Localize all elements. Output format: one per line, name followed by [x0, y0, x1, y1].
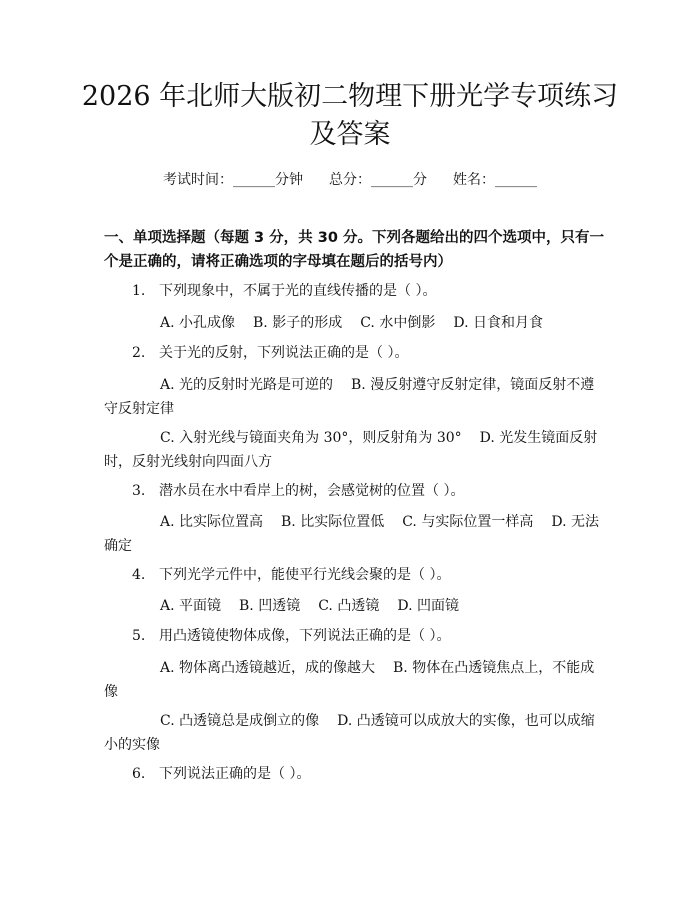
option-a: A. 比实际位置高 — [160, 514, 264, 530]
question-5-options-ab — [104, 656, 604, 704]
question-2-options-ab — [104, 373, 604, 421]
question-text: 下列说法正确的是（ ）。 — [159, 766, 311, 782]
question-number: 3. — [132, 483, 146, 499]
question-number: 1. — [132, 283, 146, 299]
option-a: A. 小孔成像 — [160, 315, 236, 331]
option-c: C. 凸透镜总是成倒立的像 — [160, 713, 320, 729]
question-text: 潜水员在水中看岸上的树，会感觉树的位置（ ）。 — [159, 483, 465, 499]
question-text: 关于光的反射，下列说法正确的是（ ）。 — [159, 345, 409, 361]
question-number: 2. — [132, 345, 146, 361]
question-text: 用凸透镜使物体成像，下列说法正确的是（ ）。 — [159, 628, 451, 644]
document-title — [80, 78, 620, 154]
option-c: C. 与实际位置一样高 — [402, 514, 534, 530]
option-c: C. 水中倒影 — [360, 315, 436, 331]
option-b: B. 漫反射遵守反射定律，镜面反射不遵守反射定律 — [104, 377, 595, 417]
option-a: A. 物体离凸透镜越近，成的像越大 — [160, 660, 376, 676]
option-d: D. 日食和月食 — [453, 315, 543, 331]
question-5 — [132, 625, 612, 647]
question-2-options-cd — [104, 426, 604, 474]
option-a: A. 平面镜 — [160, 598, 222, 614]
question-number: 4. — [132, 567, 146, 583]
option-d: D. 凸透镜可以成放大的实像，也可以成缩小的实像 — [104, 713, 595, 753]
question-number: 6. — [132, 766, 146, 782]
title-line-2: 及答案 — [309, 119, 391, 150]
option-b: B. 比实际位置低 — [281, 514, 385, 530]
question-3-options — [104, 510, 604, 558]
question-2 — [132, 342, 612, 364]
exam-score: 总分：______分 — [329, 172, 427, 188]
section-heading: 一、单项选择题（每题 3 分，共 30 分。下列各题给出的四个选项中，只有一个是正确的，请将正确选项的字母填在题后的括号内） — [104, 230, 604, 270]
question-6 — [132, 763, 612, 785]
option-b: B. 物体在凸透镜焦点上，不能成像 — [104, 660, 595, 700]
option-c: C. 入射光线与镜面夹角为 30°，则反射角为 30° — [160, 430, 462, 446]
option-a: A. 光的反射时光路是可逆的 — [160, 377, 334, 393]
option-d: D. 无法确定 — [104, 514, 599, 554]
question-1 — [132, 280, 612, 302]
question-number: 5. — [132, 628, 146, 644]
question-text: 下列光学元件中，能使平行光线会聚的是（ ）。 — [159, 567, 451, 583]
exam-meta — [0, 170, 700, 190]
option-b: B. 影子的形成 — [253, 315, 343, 331]
question-3 — [132, 480, 612, 502]
option-d: D. 凹面镜 — [397, 598, 459, 614]
question-text: 下列现象中，不属于光的直线传播的是（ ）。 — [159, 283, 437, 299]
title-line-1: 2026 年北师大版初二物理下册光学专项练习 — [81, 81, 619, 112]
question-4-options — [104, 594, 604, 618]
question-1-options — [104, 311, 604, 335]
question-5-options-cd — [104, 709, 604, 757]
option-c: C. 凸透镜 — [318, 598, 380, 614]
exam-name: 姓名：______ — [453, 172, 537, 188]
option-b: B. 凹透镜 — [239, 598, 301, 614]
exam-time: 考试时间：______分钟 — [163, 172, 303, 188]
option-d: D. 光发生镜面反射时，反射光线射向四面八方 — [104, 430, 598, 470]
question-4 — [132, 564, 612, 586]
